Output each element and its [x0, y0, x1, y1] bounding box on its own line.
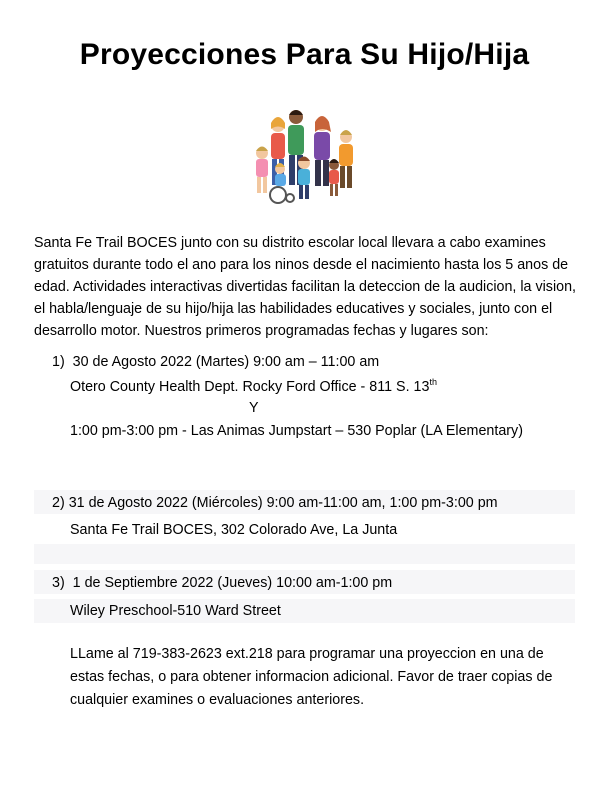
item-date: 31 de Agosto 2022 (Miércoles) 9:00 am-11:00 am, 1:00 pm-3:00 pm	[68, 495, 498, 511]
item-number: 2)	[52, 495, 65, 511]
item-date: 30 de Agosto 2022 (Martes) 9:00 am – 11:00 am	[72, 354, 380, 370]
schedule-item-1-location: Otero County Health Dept. Rocky Ford Office - 811 S. 13th	[70, 377, 437, 395]
schedule-item-2-date	[52, 495, 498, 511]
family-group-icon	[248, 105, 363, 207]
item-number: 1)	[52, 354, 65, 370]
adult-far-right	[339, 130, 353, 188]
intro-paragraph: Santa Fe Trail BOCES junto con su distrito escolar local llevara a cabo examines gratuitos durante todo el ano para los ninos desde el nacimiento hasta los 5 anos de edad. Actividades interactivas divertidas facilitan la deteccion de la audicion, la vision, el habla/lenguaje de su hijo/hija las habilidades educatives y sociales, junto con el desarrollo motor. Nuestros primeros programadas fechas y lugares son:	[34, 235, 577, 339]
child-left	[256, 147, 268, 194]
schedule-item-1-second-time: 1:00 pm-3:00 pm - Las Animas Jumpstart – 530 Poplar (LA Elementary)	[70, 423, 523, 439]
page-title: Proyecciones Para Su Hijo/Hija	[79, 38, 530, 71]
schedule-item-2-location: Santa Fe Trail BOCES, 302 Colorado Ave, La Junta	[70, 522, 398, 538]
child-center	[298, 157, 310, 200]
child-right	[329, 159, 339, 196]
schedule-item-3-location: Wiley Preschool-510 Ward Street	[70, 603, 281, 619]
adult-right	[314, 116, 331, 186]
closing-paragraph: LLame al 719-383-2623 ext.218 para programar una proyeccion en una de estas fechas, o para obtener informacion adicional. Favor de traer copias de cualquier examines o evaluaciones anteriores.	[70, 646, 553, 708]
schedule-item-3-date	[52, 575, 392, 591]
item-date: 1 de Septiembre 2022 (Jueves) 10:00 am-1:00 pm	[72, 575, 393, 591]
shaded-row	[34, 544, 575, 564]
schedule-item-1-connector: Y	[249, 400, 259, 416]
item-number: 3)	[52, 575, 65, 591]
schedule-item-1-date	[52, 354, 379, 370]
